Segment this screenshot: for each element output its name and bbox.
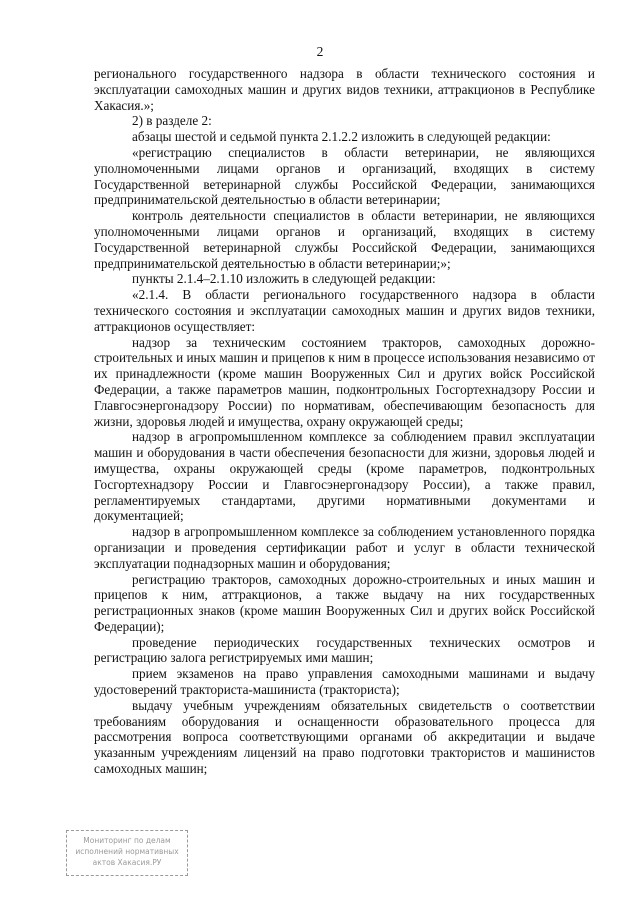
paragraph-7: «2.1.4. В области регионального государственного надзора в области технического состояния и эксплуатации самоходных машин и других видов техники, аттракционов осуществляет:	[94, 287, 595, 334]
paragraph-4: «регистрацию специалистов в области ветеринарии, не являющихся уполномоченными лицами органов и организаций, входящих в систему Государственной ветеринарной службы Российской Федерации, занимающихся предпринимательской деятельностью в области ветеринарии;	[94, 144, 595, 208]
page-number: 2	[316, 44, 324, 59]
paragraph-14: выдачу учебным учреждениям обязательных свидетельств о соответствии требованиям оборудования и оснащенности образовательного процесса для рассмотрения вопроса соответствующими органами об аккредитации и выдаче указанным учреждениям лицензий на право подготовки трактористов и машинистов самоходных машин;	[94, 697, 595, 777]
paragraph-10: надзор в агропромышленном комплексе за соблюдением установленного порядка организации и проведения сертификации работ и услуг в области технической эксплуатации поднадзорных машин и оборудования;	[94, 524, 595, 571]
stamp-line: Мониторинг по делам	[83, 836, 171, 845]
paragraph-2: 2) в разделе 2:	[132, 113, 212, 129]
paragraph-12: проведение периодических государственных технических осмотров и регистрацию залога регистрируемых ими машин;	[94, 634, 595, 666]
paragraph-1: регионального государственного надзора в области технического состояния и эксплуатации самоходных машин и других видов техники, аттракционов в Республике Хакасия.»;	[94, 66, 595, 113]
paragraph-13: прием экзаменов на право управления самоходными машинами и выдачу удостоверений тракториста-машиниста (тракториста);	[94, 666, 595, 698]
stamp-line: исполнений нормативных	[75, 847, 179, 856]
paragraph-5: контроль деятельности специалистов в области ветеринарии, не являющихся уполномоченными лицами органов и организаций, входящих в систему Государственной ветеринарной службы Российской Федерации, занимающихся предпринимательской деятельностью в области ветеринарии;»;	[94, 208, 595, 271]
paragraph-8: надзор за техническим состоянием тракторов, самоходных дорожно-строительных и иных машин и прицепов к ним в процессе использования независимо от их принадлежности (кроме машин Вооруженных Сил и других войск Российской Федерации, а также параметров машин, подконтрольных Госгортехнадзору России и Главгосэнергонадзору России) по нормативам, обеспечивающим безопасность для жизни, здоровья людей и имущества, охрану окружающей среды;	[94, 334, 595, 429]
paragraph-9: надзор в агропромышленном комплексе за соблюдением правил эксплуатации машин и оборудования в части обеспечения безопасности для жизни, здоровья людей и имущества, охраны окружающей среды (кроме параметров, подконтрольных Госгортехнадзору России и Главгосэнергонадзору России), а также правил, регламентируемых стандартами, другими нормативными документами и документацией;	[94, 429, 595, 524]
paragraph-6: пункты 2.1.4–2.1.10 изложить в следующей редакции:	[132, 271, 436, 287]
paragraph-3: абзацы шестой и седьмой пункта 2.1.2.2 изложить в следующей редакции:	[132, 129, 551, 145]
watermark-stamp	[66, 830, 188, 876]
document-body	[94, 66, 595, 777]
stamp-line: актов Хакасия.РУ	[92, 858, 162, 867]
paragraph-11: регистрацию тракторов, самоходных дорожно-строительных и иных машин и прицепов к ним, аттракционов, а также выдачу на них государственных регистрационных знаков (кроме машин Вооруженных Сил и других войск Российской Федерации);	[94, 571, 595, 634]
